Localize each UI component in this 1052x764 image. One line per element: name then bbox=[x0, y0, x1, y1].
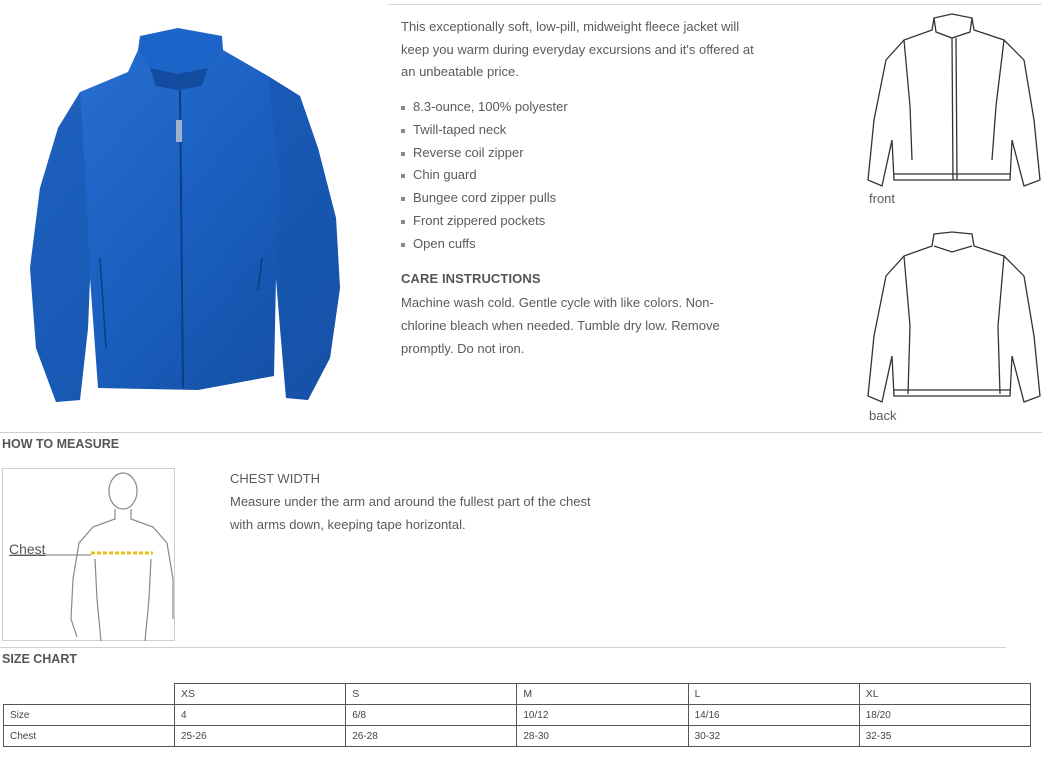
size-header-cell: S bbox=[346, 684, 517, 705]
chest-figure-label: Chest bbox=[9, 541, 46, 557]
back-sketch-caption: back bbox=[869, 408, 897, 423]
feature-item: Open cuffs bbox=[401, 233, 701, 256]
row-label-cell: Chest bbox=[4, 726, 175, 747]
table-header-row bbox=[4, 684, 1031, 705]
care-instructions-title: CARE INSTRUCTIONS bbox=[401, 271, 541, 286]
table-cell: 32-35 bbox=[859, 726, 1030, 747]
table-cell: 4 bbox=[175, 705, 346, 726]
table-cell: 25-26 bbox=[175, 726, 346, 747]
table-cell: 10/12 bbox=[517, 705, 688, 726]
size-header-cell: L bbox=[688, 684, 859, 705]
row-label-cell: Size bbox=[4, 705, 175, 726]
feature-item: 8.3-ounce, 100% polyester bbox=[401, 96, 701, 119]
how-to-measure-title: HOW TO MEASURE bbox=[2, 437, 120, 451]
table-cell: 28-30 bbox=[517, 726, 688, 747]
product-description: This exceptionally soft, low-pill, midweight fleece jacket will keep you warm during everyday excursions and it's offered at an unbeatable price. bbox=[401, 19, 754, 79]
table-corner-cell bbox=[4, 684, 175, 705]
feature-item: Reverse coil zipper bbox=[401, 142, 701, 165]
jacket-back-sketch bbox=[864, 226, 1044, 406]
table-row bbox=[4, 705, 1031, 726]
table-cell: 14/16 bbox=[688, 705, 859, 726]
feature-list bbox=[401, 96, 701, 256]
section-divider bbox=[0, 432, 1042, 433]
jacket-front-sketch bbox=[864, 10, 1044, 190]
size-header-cell: XL bbox=[859, 684, 1030, 705]
size-chart-table bbox=[3, 683, 1031, 747]
size-chart-title: SIZE CHART bbox=[2, 652, 77, 666]
table-cell: 6/8 bbox=[346, 705, 517, 726]
size-header-cell: M bbox=[517, 684, 688, 705]
feature-item: Twill-taped neck bbox=[401, 119, 701, 142]
care-instructions-text: Machine wash cold. Gentle cycle with like colors. Non-chlorine bleach when needed. Tumble dry low. Remove promptly. Do not iron. bbox=[401, 295, 720, 356]
table-cell: 18/20 bbox=[859, 705, 1030, 726]
chest-width-title: CHEST WIDTH bbox=[230, 471, 321, 486]
jacket-product-image bbox=[18, 28, 353, 408]
chest-width-text: Measure under the arm and around the fullest part of the chest with arms down, keeping tape horizontal. bbox=[230, 494, 591, 532]
table-row bbox=[4, 726, 1031, 747]
top-divider bbox=[388, 4, 1042, 5]
front-sketch-caption: front bbox=[869, 191, 896, 206]
table-cell: 30-32 bbox=[688, 726, 859, 747]
section-divider bbox=[0, 647, 1006, 648]
feature-item: Bungee cord zipper pulls bbox=[401, 187, 701, 210]
table-cell: 26-28 bbox=[346, 726, 517, 747]
size-header-cell: XS bbox=[175, 684, 346, 705]
feature-item: Chin guard bbox=[401, 164, 701, 187]
feature-item: Front zippered pockets bbox=[401, 210, 701, 233]
